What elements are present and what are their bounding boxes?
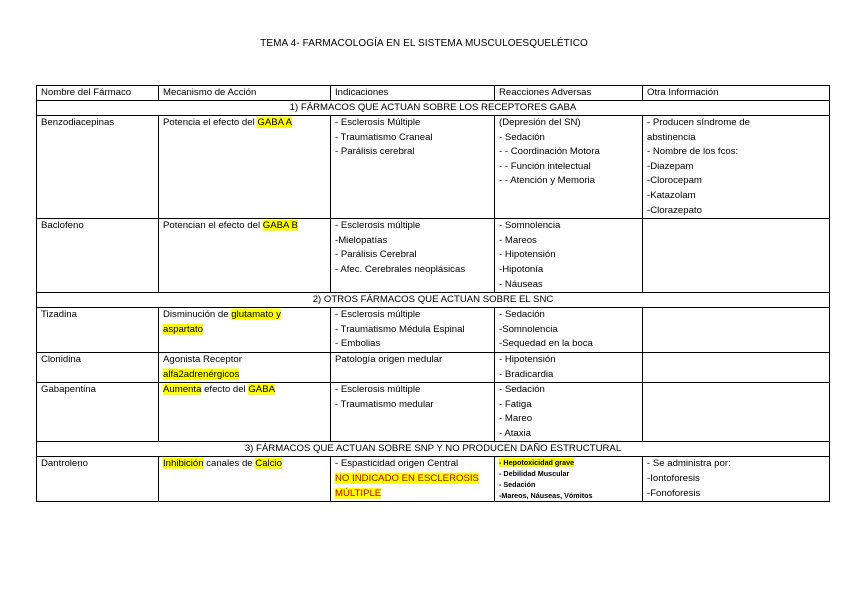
list-item: - Nombre de los fcos: — [647, 146, 739, 158]
list-item: -Clorocepam — [647, 175, 702, 187]
list-item: - Bradicardia — [499, 368, 554, 380]
mechanism-cell — [159, 219, 331, 293]
indications-cell — [331, 116, 495, 219]
mechanism-cell — [159, 457, 331, 502]
table-row-clonidina — [37, 352, 830, 382]
other-info-cell — [643, 116, 830, 219]
other-info-cell — [643, 383, 830, 442]
list-item: - Esclerosis múltiple — [335, 309, 421, 321]
drug-name: Dantroleno — [37, 457, 159, 502]
list-item: - Mareo — [499, 413, 533, 425]
adverse-cell — [495, 383, 643, 442]
list-item: - Náuseas — [499, 278, 543, 290]
list-item: abstinencia — [647, 131, 696, 143]
list-item: - Hipotensión — [499, 249, 556, 261]
list-item: - Sedación — [499, 384, 545, 396]
list-item: - Esclerosis múltiple — [335, 220, 421, 232]
list-item: - Esclerosis múltiple — [335, 384, 421, 396]
list-item: - Sedación — [499, 131, 545, 143]
list-item: - Fatiga — [499, 398, 532, 410]
indications-cell — [331, 457, 495, 502]
list-item: - Hipotensión — [499, 353, 556, 365]
list-item: -Sequedad en la boca — [499, 338, 593, 350]
other-info-cell — [643, 308, 830, 353]
highlight-text: GABA — [248, 384, 276, 396]
mechanism-text: canales de — [203, 458, 256, 470]
list-item: - Parálisis Cerebral — [335, 249, 417, 261]
list-item: - Afec. Cerebrales neoplásicas — [335, 263, 466, 275]
adverse-cell — [495, 116, 643, 219]
indications-cell — [331, 383, 495, 442]
indications-cell — [331, 308, 495, 353]
list-item: (Depresión del SN) — [499, 117, 581, 128]
indications-cell — [331, 219, 495, 293]
list-item: -Katazolam — [647, 189, 696, 201]
table-row-tizadina — [37, 308, 830, 353]
other-info-cell — [643, 352, 830, 382]
list-item: - Mareos — [499, 234, 537, 246]
section-row-gaba — [37, 101, 830, 116]
header-drug-name: Nombre del Fármaco — [37, 86, 159, 101]
drug-name: Benzodiacepinas — [37, 116, 159, 219]
mechanism-cell — [159, 308, 331, 353]
list-item: - Somnolencia — [499, 220, 561, 232]
list-item: Patología origen medular — [335, 353, 443, 365]
list-item: - Ataxia — [499, 427, 531, 439]
list-item: - Debilidad Muscular — [499, 469, 570, 479]
section-title: 3) FÁRMACOS QUE ACTUAN SOBRE SNP Y NO PRODUCEN DAÑO ESTRUCTURAL — [37, 442, 830, 457]
drug-name: Gabapentina — [37, 383, 159, 442]
highlight-text: GABA B — [262, 220, 298, 232]
mechanism-cell — [159, 352, 331, 382]
table-row-dantroleno — [37, 457, 830, 502]
header-mechanism: Mecanismo de Acción — [159, 86, 331, 101]
list-item: - - Coordinación Motora — [499, 146, 600, 158]
list-item: - Traumatismo Craneal — [335, 131, 433, 143]
list-item: - Embolias — [335, 338, 381, 350]
adverse-cell — [495, 457, 643, 502]
header-other-info: Otra Información — [643, 86, 830, 101]
drug-name: Baclofeno — [37, 219, 159, 293]
section-row-snp — [37, 442, 830, 457]
list-item: - - Función intelectual — [499, 160, 591, 172]
other-info-cell — [643, 457, 830, 502]
section-title: 2) OTROS FÁRMACOS QUE ACTUAN SOBRE EL SNC — [37, 293, 830, 308]
mechanism-text: Agonista Receptor — [163, 353, 242, 365]
drug-name: Tizadina — [37, 308, 159, 353]
other-info-cell — [643, 219, 830, 293]
list-item: - Sedación — [499, 480, 536, 490]
list-item: -Clorazepato — [647, 204, 702, 216]
list-item: -Fonoforesis — [647, 487, 701, 499]
mechanism-text: Disminución de — [163, 309, 232, 321]
highlight-text: glutamato y — [231, 309, 281, 321]
mechanism-text: Potencia el efecto del — [163, 117, 258, 128]
header-row — [37, 86, 830, 101]
drug-name: Clonidina — [37, 352, 159, 382]
adverse-cell — [495, 308, 643, 353]
table-row-benzodiacepinas — [37, 116, 830, 219]
mechanism-cell — [159, 116, 331, 219]
list-item: - Se administra por: — [647, 458, 731, 470]
highlight-text: Calcio — [255, 458, 282, 470]
list-item: - Traumatismo Médula Espinal — [335, 323, 465, 335]
list-item: - Producen síndrome de — [647, 117, 750, 128]
list-item: -Somnolencia — [499, 323, 558, 335]
list-item: -Diazepam — [647, 160, 694, 172]
highlight-text: alfa2adrenérgicos — [163, 368, 240, 380]
adverse-cell — [495, 352, 643, 382]
highlight-text: Aumenta — [163, 384, 202, 396]
list-item: -Iontoforesis — [647, 473, 700, 485]
highlight-text: aspartato — [163, 323, 204, 335]
indications-cell — [331, 352, 495, 382]
mechanism-cell — [159, 383, 331, 442]
list-item — [499, 457, 638, 468]
list-item: - Sedación — [499, 309, 545, 321]
list-item: - Traumatismo medular — [335, 398, 434, 410]
mechanism-text: Potencian el efecto del — [163, 220, 263, 232]
list-item: -Mareos, Náuseas, Vómitos — [499, 491, 593, 501]
header-adverse: Reacciones Adversas — [495, 86, 643, 101]
list-item: - Espasticidad origen Central — [335, 458, 459, 470]
drug-table — [36, 85, 830, 502]
highlight-text: GABA A — [257, 117, 293, 128]
page-title: TEMA 4- FARMACOLOGÍA EN EL SISTEMA MUSCULOESQUELÉTICO — [260, 38, 588, 49]
section-row-snc — [37, 293, 830, 308]
warning-text: MÚLTIPLE — [335, 487, 382, 499]
mechanism-text: efecto del — [201, 384, 249, 396]
adverse-cell — [495, 219, 643, 293]
list-item: -Hipotonía — [499, 263, 544, 275]
list-item: - - Atención y Memoria — [499, 175, 595, 187]
table-row-gabapentina — [37, 383, 830, 442]
table-row-baclofeno — [37, 219, 830, 293]
list-item: - Parálisis cerebral — [335, 146, 415, 158]
highlight-text: Inhibición — [163, 458, 204, 470]
highlight-text: - Hepotoxicidad grave — [499, 458, 575, 468]
list-item: -Mielopatías — [335, 234, 388, 246]
section-title: 1) FÁRMACOS QUE ACTUAN SOBRE LOS RECEPTORES GABA — [37, 101, 830, 116]
warning-text: NO INDICADO EN ESCLEROSIS — [335, 473, 479, 485]
header-indications: Indicaciones — [331, 86, 495, 101]
list-item: - Esclerosis Múltiple — [335, 117, 421, 128]
